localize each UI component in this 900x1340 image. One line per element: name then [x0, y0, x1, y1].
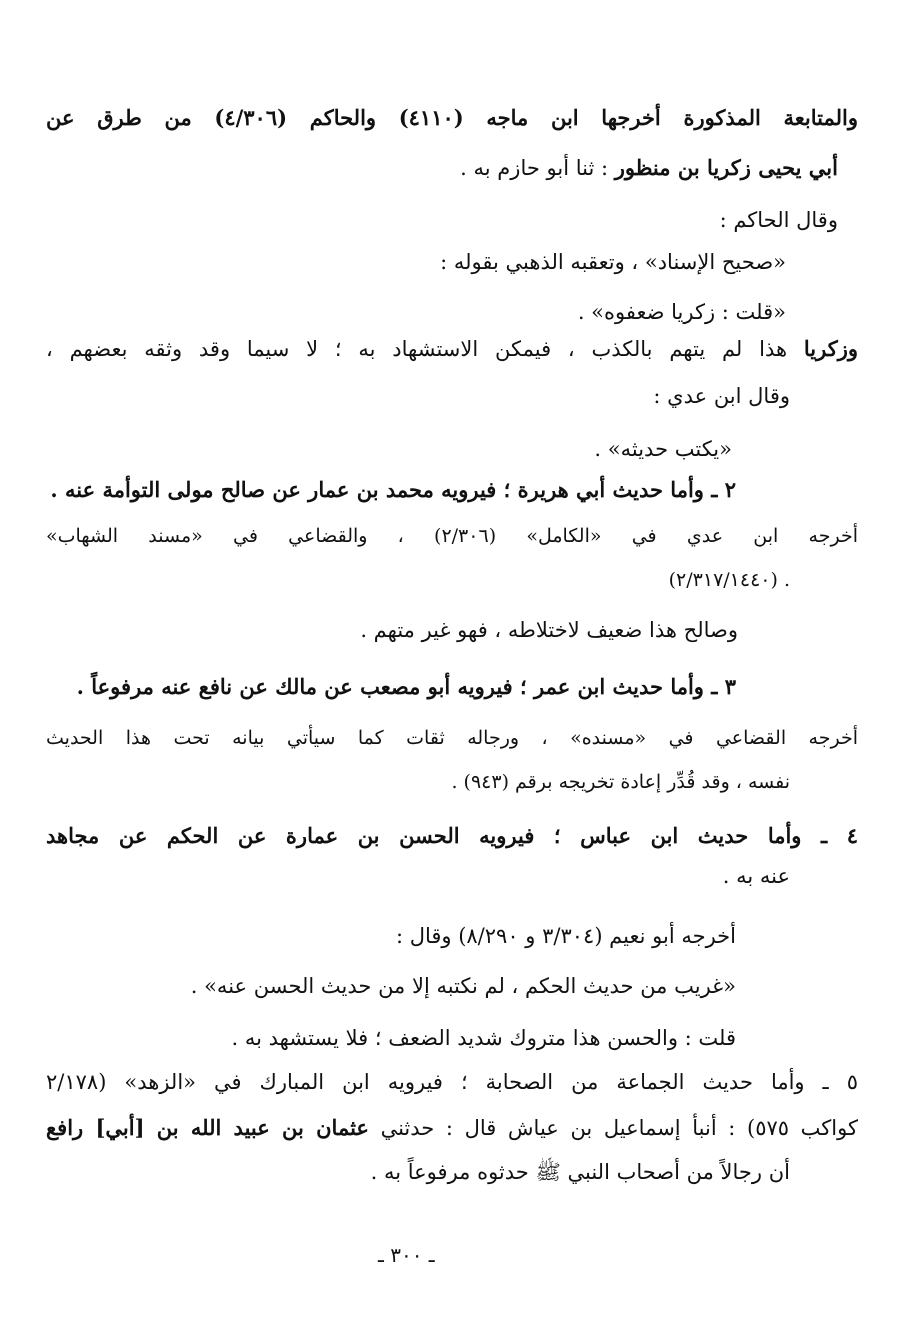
- text-line-13: ٣ ـ وأما حديث ابن عمر ؛ فيرويه أبو مصعب عن مالك عن نافع عنه مرفوعاً .: [76, 674, 736, 699]
- text-line-6: وزكريا هذا لم يتهم بالكذب ، فيمكن الاستشهاد به ؛ لا سيما وقد وثقه بعضهم ،: [46, 336, 858, 361]
- text-line-7: وقال ابن عدي :: [653, 384, 790, 408]
- text-line-2: أبي يحيى زكريا بن منظور : ثنا أبو حازم به .: [460, 155, 838, 180]
- text-line-8: «يكتب حديثه» .: [594, 437, 732, 461]
- text-line-23: أن رجالاً من أصحاب النبي ﷺ حدثوه مرفوعاً به .: [370, 1160, 790, 1184]
- text-line-19: «غريب من حديث الحكم ، لم نكتبه إلا من حديث الحسن عنه» .: [190, 974, 736, 998]
- text-line-17: عنه به .: [722, 864, 790, 888]
- text-line-14: أخرجه القضاعي في «مسنده» ، ورجاله ثقات كما سيأتي بيانه تحت هذا الحديث: [46, 727, 858, 749]
- text-line-21: ٥ ـ وأما حديث الجماعة من الصحابة ؛ فيرويه ابن المبارك في «الزهد» (٢/١٧٨: [46, 1070, 858, 1094]
- text-line-22: كواكب ٥٧٥) : أنبأ إسماعيل بن عياش قال : حدثني عثمان بن عبيد الله بن [أبي] رافع: [46, 1115, 858, 1140]
- text-line-5: «قلت : زكريا ضعفوه» .: [577, 300, 786, 324]
- text-line-15: نفسه ، وقد قُدِّر إعادة تخريجه برقم (٩٤٣) .: [451, 771, 790, 793]
- text-line-9: ٢ ـ وأما حديث أبي هريرة ؛ فيرويه محمد بن عمار عن صالح مولى التوأمة عنه .: [50, 477, 736, 502]
- text-line-20: قلت : والحسن هذا متروك شديد الضعف ؛ فلا يستشهد به .: [231, 1026, 736, 1050]
- text-line-10: أخرجه ابن عدي في «الكامل» (٢/٣٠٦) ، والقضاعي في «مسند الشهاب»: [46, 525, 858, 547]
- text-line-3: وقال الحاكم :: [719, 208, 838, 232]
- text-line-4: «صحيح الإسناد» ، وتعقبه الذهبي بقوله :: [440, 250, 786, 274]
- text-line-18: أخرجه أبو نعيم (٣/٣٠٤ و ٨/٢٩٠) وقال :: [395, 924, 736, 948]
- page-number: ـ ٣٠٠ ـ: [378, 1243, 435, 1267]
- text-line-12: وصالح هذا ضعيف لاختلاطه ، فهو غير متهم .: [360, 618, 738, 642]
- text-line-1: والمتابعة المذكورة أخرجها ابن ماجه (٤١١٠) والحاكم (٤/٣٠٦) من طرق عن: [46, 105, 858, 130]
- text-line-11: (٢/٣١٧/١٤٤٠) .: [668, 569, 790, 591]
- text-line-16: ٤ ـ وأما حديث ابن عباس ؛ فيرويه الحسن بن عمارة عن الحكم عن مجاهد: [46, 823, 858, 848]
